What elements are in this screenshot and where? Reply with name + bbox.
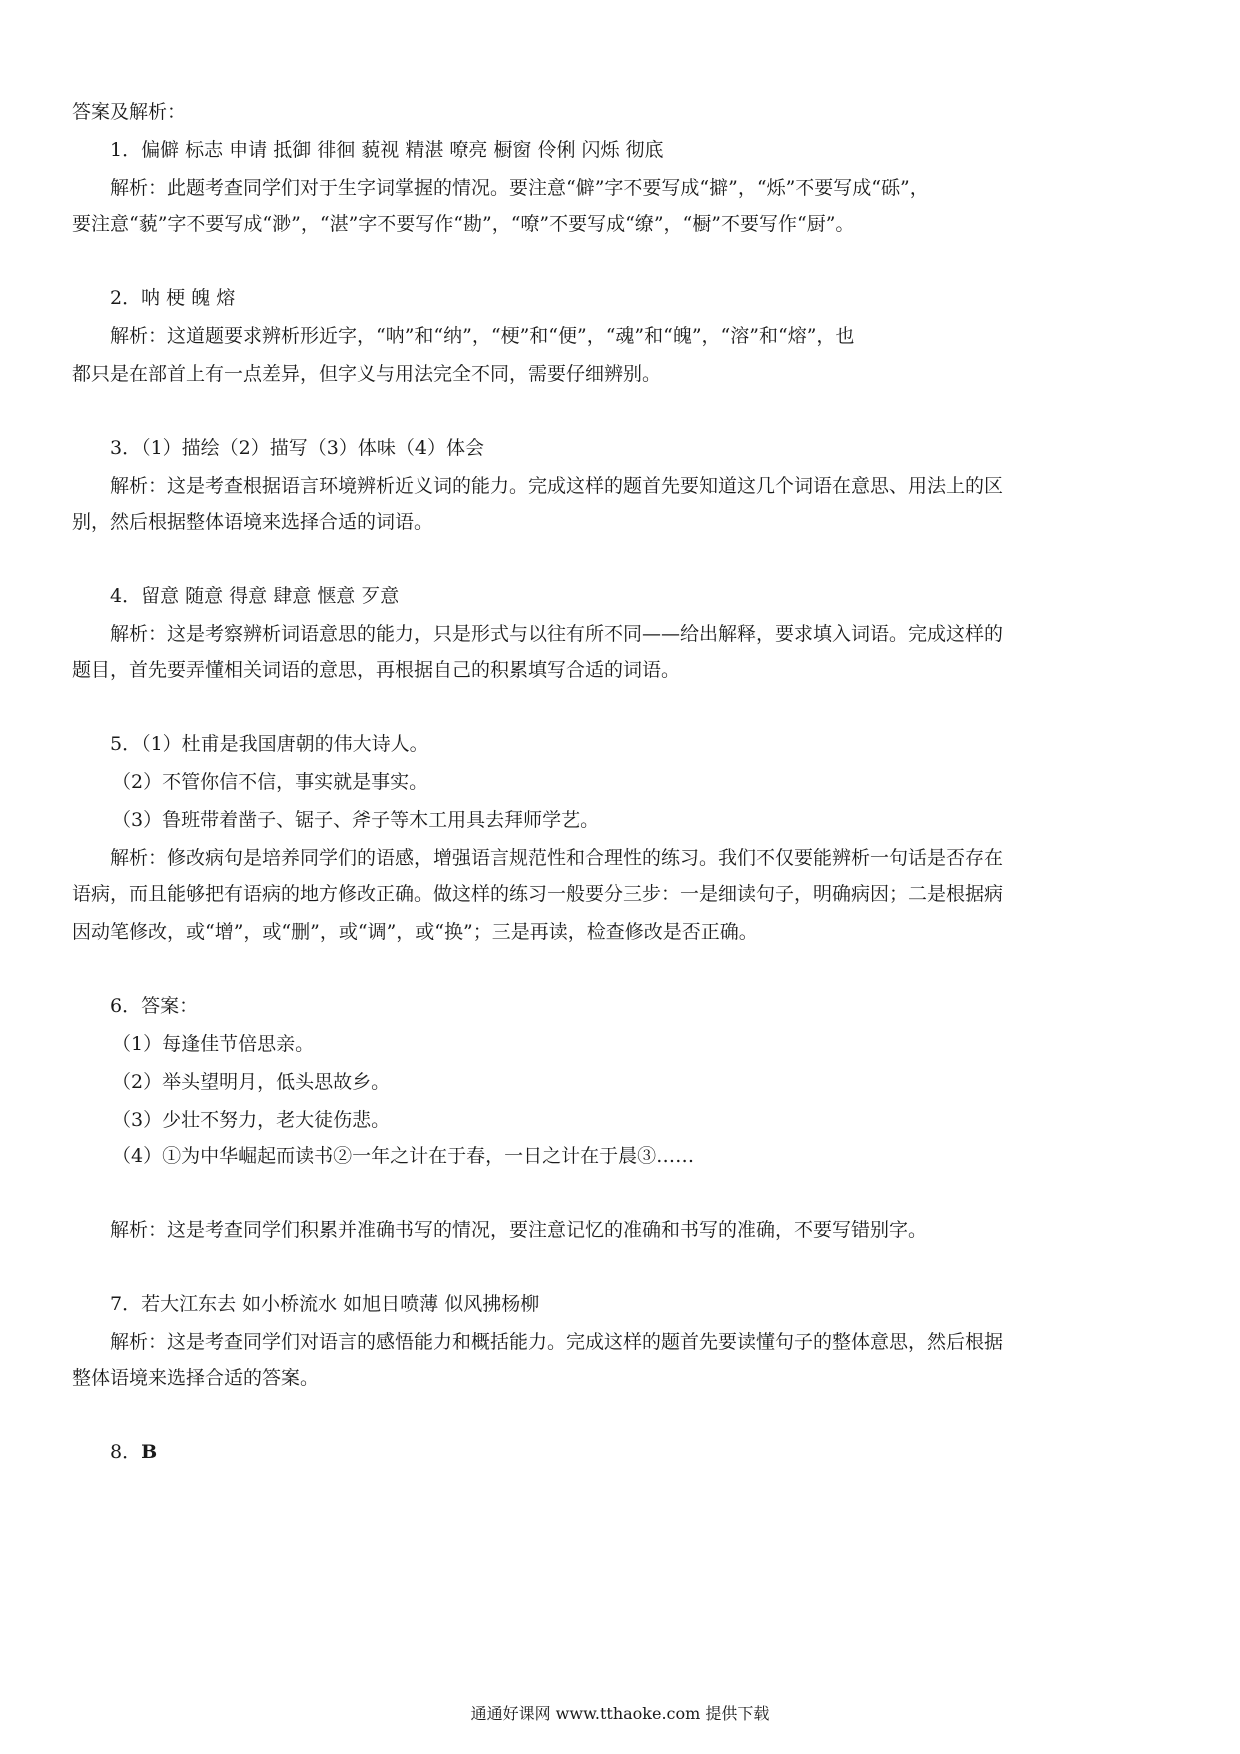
q5-analysis-line-2: 语病，而且能够把有语病的地方修改正确。做这样的练习一般要分三步：一是细读句子，明确病因；二是根据病 bbox=[72, 883, 1004, 905]
q1-analysis-line-1: 解析：此题考查同学们对于生字词掌握的情况。要注意“僻”字不要写成“擗”，“烁”不要写成“砾”， bbox=[110, 177, 929, 199]
q5-analysis-line-3: 因动笔修改，或“增”，或“删”，或“调”，或“换”；三是再读，检查修改是否正确。 bbox=[72, 921, 758, 943]
q5-answer-1: 5．（1）杜甫是我国唐朝的伟大诗人。 bbox=[110, 733, 429, 755]
page-footer: 通通好课网 www.tthaoke.com 提供下载 bbox=[470, 1704, 770, 1723]
q5-answer-3: （3）鲁班带着凿子、锯子、斧子等木工用具去拜师学艺。 bbox=[112, 809, 600, 831]
q1-answer: 1．偏僻 标志 申请 抵御 徘徊 藐视 精湛 嘹亮 橱窗 伶俐 闪烁 彻底 bbox=[110, 139, 664, 161]
q3-analysis-line-2: 别，然后根据整体语境来选择合适的词语。 bbox=[72, 511, 434, 533]
q2-answer: 2．呐 梗 魄 熔 bbox=[110, 287, 236, 309]
q1-analysis-line-2: 要注意“藐”字不要写成“渺”，“湛”字不要写作“勘”，“嘹”不要写成“缭”，“橱”不要写作“厨”。 bbox=[72, 213, 855, 235]
q5-answer-2: （2）不管你信不信，事实就是事实。 bbox=[112, 771, 429, 793]
q7-analysis-line-2: 整体语境来选择合适的答案。 bbox=[72, 1367, 320, 1389]
q8-answer: B bbox=[141, 1441, 158, 1463]
q6-label: 6．答案： bbox=[110, 995, 199, 1017]
q6-answer-3: （3）少壮不努力，老大徒伤悲。 bbox=[112, 1109, 391, 1131]
q8-number: 8． bbox=[110, 1441, 142, 1463]
q2-analysis-line-2: 都只是在部首上有一点差异，但字义与用法完全不同，需要仔细辨别。 bbox=[72, 363, 662, 385]
q3-analysis-line-1: 解析：这是考查根据语言环境辨析近义词的能力。完成这样的题首先要知道这几个词语在意思、用法上的区 bbox=[110, 475, 1004, 497]
q5-analysis-line-1: 解析：修改病句是培养同学们的语感，增强语言规范性和合理性的练习。我们不仅要能辨析一句话是否存在 bbox=[110, 847, 1004, 869]
q4-analysis-line-1: 解析：这是考察辨析词语意思的能力，只是形式与以往有所不同——给出解释，要求填入词语。完成这样的 bbox=[110, 623, 1004, 645]
q6-answer-4: （4）①为中华崛起而读书②一年之计在于春，一日之计在于晨③…… bbox=[112, 1145, 695, 1167]
q7-answer: 7．若大江东去 如小桥流水 如旭日喷薄 似风拂杨柳 bbox=[110, 1293, 540, 1315]
q4-analysis-line-2: 题目，首先要弄懂相关词语的意思，再根据自己的积累填写合适的词语。 bbox=[72, 659, 681, 681]
q6-answer-2: （2）举头望明月，低头思故乡。 bbox=[112, 1071, 391, 1093]
q7-analysis-line-1: 解析：这是考查同学们对语言的感悟能力和概括能力。完成这样的题首先要读懂句子的整体意思，然后根据 bbox=[110, 1331, 1004, 1353]
q3-answer: 3．（1）描绘（2）描写（3）体味（4）体会 bbox=[110, 437, 484, 459]
q6-answer-1: （1）每逢佳节倍思亲。 bbox=[112, 1033, 315, 1055]
q2-analysis-line-1: 解析：这道题要求辨析形近字，“呐”和“纳”，“梗”和“便”，“魂”和“魄”，“溶”和“熔”，也 bbox=[110, 325, 855, 347]
q6-analysis-line-1: 解析：这是考查同学们积累并准确书写的情况，要注意记忆的准确和书写的准确，不要写错别字。 bbox=[110, 1219, 928, 1241]
page-heading: 答案及解析： bbox=[72, 101, 187, 123]
q8-answer-line bbox=[110, 1440, 157, 1464]
q4-answer: 4．留意 随意 得意 肆意 惬意 歹意 bbox=[110, 585, 400, 607]
